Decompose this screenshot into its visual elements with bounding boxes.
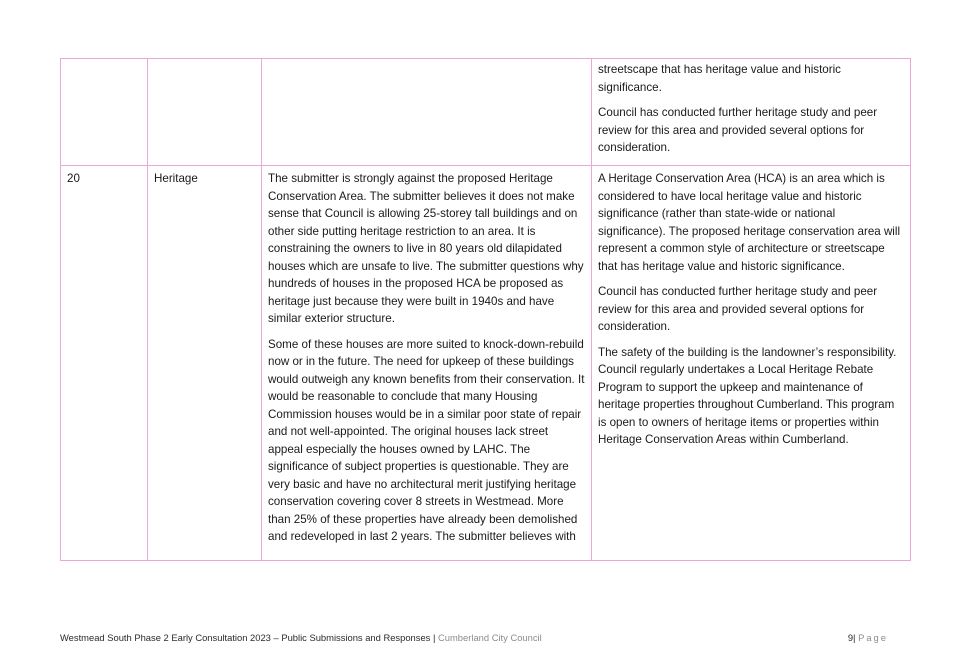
footer-organisation: Cumberland City Council: [438, 632, 542, 643]
submission-paragraph: The submitter is strongly against the proposed Heritage Conservation Area. The submitter believes it does not make sense that Council is allowing 25-storey tall buildings and on other side putting heritage restriction to an area. It is constraining the owners to live in 80 years old dilapidated houses which are unsafe to live. The submitter questions why hundreds of houses in the proposed HCA be proposed as heritage just because they were built in 1940s and have similar exterior structure.: [268, 172, 584, 325]
footer-document-title: Westmead South Phase 2 Early Consultation 2023 – Public Submissions and Responses: [60, 632, 431, 643]
footer-page-indicator: [848, 632, 888, 643]
page-number: 9: [847, 632, 854, 643]
table-row-continued: [61, 59, 911, 166]
response-paragraph: Council has conducted further heritage study and peer review for this area and provided several options for consideration.: [598, 285, 878, 333]
response-paragraph: streetscape that has heritage value and historic significance.: [598, 63, 841, 94]
table-row-20: [61, 166, 911, 561]
topic-cell: Heritage: [148, 166, 262, 561]
response-paragraph: A Heritage Conservation Area (HCA) is an area which is considered to have local heritage value and historic significance (rather than state-wide or national significance). The proposed heritage conservation area will represent a common style of architecture or streetscape that has heritage value and historic significance.: [598, 172, 901, 273]
submission-cell: [262, 166, 592, 561]
page-separator: |: [853, 632, 856, 643]
row-number-cell: [61, 59, 148, 166]
response-cell: [592, 59, 911, 166]
response-paragraph: The safety of the building is the landowner’s responsibility. Council regularly undertakes a Local Heritage Rebate Program to support the upkeep and maintenance of heritage properties throughout Cumberland. This program is open to owners of heritage items or properties within Heritage Conservation Areas within Cumberland.: [598, 345, 897, 446]
row-number-cell: 20: [61, 166, 148, 561]
topic-cell: [148, 59, 262, 166]
page-label: Page: [858, 632, 888, 643]
footer-document-info: [60, 632, 542, 643]
response-paragraph: Council has conducted further heritage study and peer review for this area and provided several options for consideration.: [598, 106, 878, 154]
submission-paragraph: Some of these houses are more suited to knock-down-rebuild now or in the future. The need for upkeep of these buildings would outweigh any known benefits from their conservation. It would be reasonable to conclude that many Housing Commission houses would be in a similar poor state of repair and not well-appointed. The original houses lack street appeal especially the houses owned by LAHC. The significance of subject properties is questionable. They are very basic and have no architectural merit justifying heritage conservation covering cover 8 streets in Westmead. More than 25% of these properties have already been demolished and redeveloped in last 2 years. The submitter believes with: [268, 337, 585, 543]
response-cell: [592, 166, 911, 561]
submission-cell: [262, 59, 592, 166]
footer-separator: |: [432, 632, 436, 643]
submissions-table: [60, 58, 911, 561]
